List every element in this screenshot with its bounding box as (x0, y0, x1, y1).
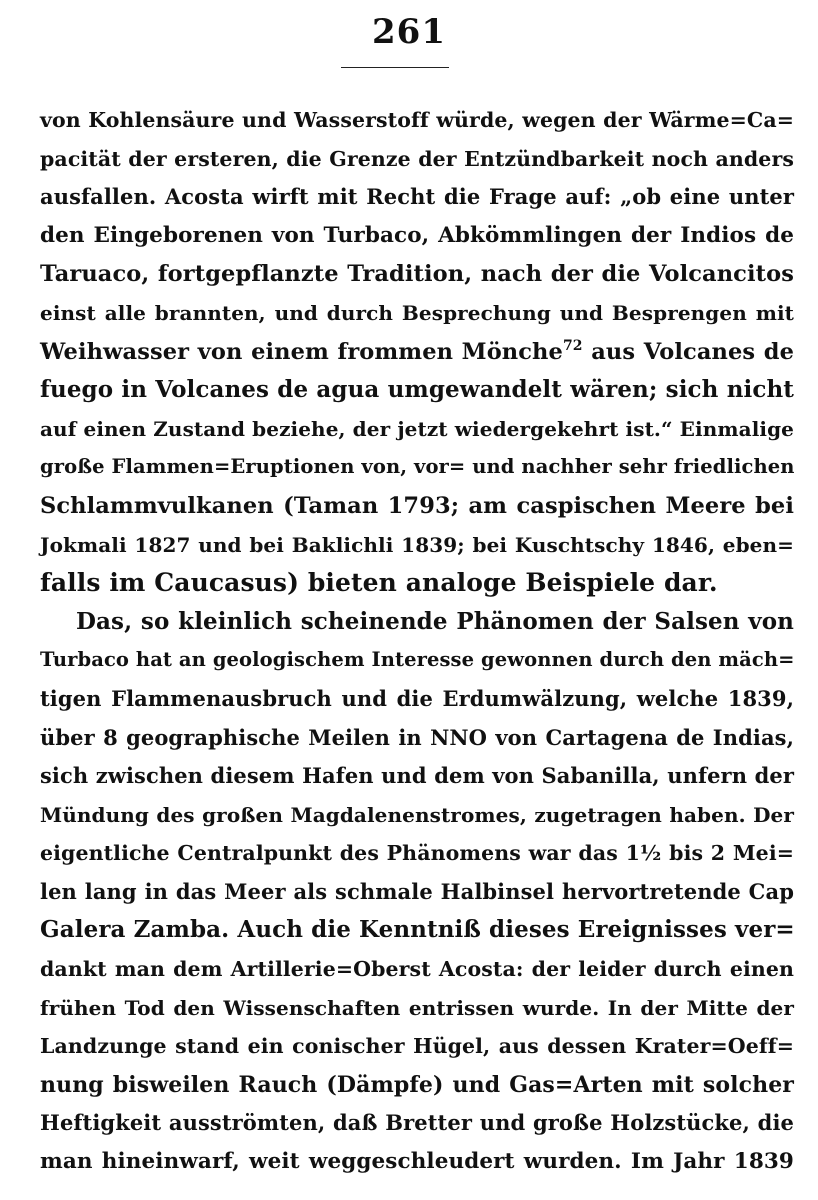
paragraph-end-line: falls im Caucasus) bieten analoge Beispiele dar. (40, 568, 718, 598)
text-line: fuego in Volcanes de agua umgewandelt wären; sich nicht (40, 376, 794, 404)
body-text (40, 101, 794, 1182)
text-line: Heftigkeit ausströmten, daß Bretter und große Holzstücke, die (40, 1110, 794, 1136)
text-line: einst alle brannten, und durch Besprechung und Besprengen mit (40, 300, 794, 325)
text-line: man hineinwarf, weit weggeschleudert wurden. Im Jahr 1839 (40, 1149, 794, 1175)
footnote-reference: 72 (562, 337, 583, 354)
line-lead: Weihwasser von einem frommen Mönche (40, 338, 563, 365)
text-line: dankt man dem Artillerie=Oberst Acosta: der leider durch einen (40, 957, 794, 982)
text-line: len lang in das Meer als schmale Halbinsel hervortretende Cap (40, 878, 794, 904)
text-line: frühen Tod den Wissenschaften entrissen wurde. In der Mitte der (40, 995, 794, 1020)
text-line: von Kohlensäure und Wasserstoff würde, wegen der Wärme=Ca= (40, 108, 794, 132)
text-line: nung bisweilen Rauch (Dämpfe) und Gas=Arten mit solcher (40, 1071, 794, 1098)
text-line: tigen Flammenausbruch und die Erdumwälzung, welche 1839, (40, 685, 794, 711)
page-number: 261 (372, 12, 446, 52)
text-line: über 8 geographische Meilen in NNO von Cartagena de Indias, (40, 724, 794, 750)
text-line: sich zwischen diesem Hafen und dem von Sabanilla, unfern der (40, 763, 794, 789)
text-line: eigentliche Centralpunkt des Phänomens war das 1½ bis 2 Mei= (40, 841, 794, 866)
text-line-with-footnote (40, 333, 794, 372)
text-line: große Flammen=Eruptionen von, vor= und nachher sehr friedlichen (40, 455, 795, 479)
text-line: auf einen Zustand beziehe, der jetzt wiedergekehrt ist.“ Einmalige (40, 416, 794, 441)
text-line: Mündung des großen Magdalenenstromes, zugetragen haben. Der (40, 802, 794, 827)
text-line: Galera Zamba. Auch die Kenntniß dieses Ereignisses ver= (40, 916, 795, 944)
text-line: pacität der ersteren, die Grenze der Entzündbarkeit noch anders (40, 146, 794, 171)
line-tail: aus Volcanes de (591, 338, 795, 365)
text-line: den Eingeborenen von Turbaco, Abkömmlingen der Indios de (40, 222, 794, 248)
text-line: Schlammvulkanen (Taman 1793; am caspischen Meere bei (40, 492, 794, 519)
text-line: Jokmali 1827 und bei Baklichli 1839; bei Kuschtschy 1846, eben= (40, 532, 794, 557)
text-line: Taruaco, fortgepflanzte Tradition, nach der die Volcancitos (40, 261, 794, 288)
header-rule (341, 67, 449, 68)
text-line: Turbaco hat an geologischem Interesse gewonnen durch den mäch= (40, 648, 795, 672)
text-line: ausfallen. Acosta wirft mit Recht die Frage auf: „ob eine unter (40, 184, 794, 210)
text-line: Landzunge stand ein conischer Hügel, aus dessen Krater=Oeff= (40, 1034, 794, 1059)
paragraph-start-line: Das, so kleinlich scheinende Phänomen der Salsen von (76, 607, 794, 635)
